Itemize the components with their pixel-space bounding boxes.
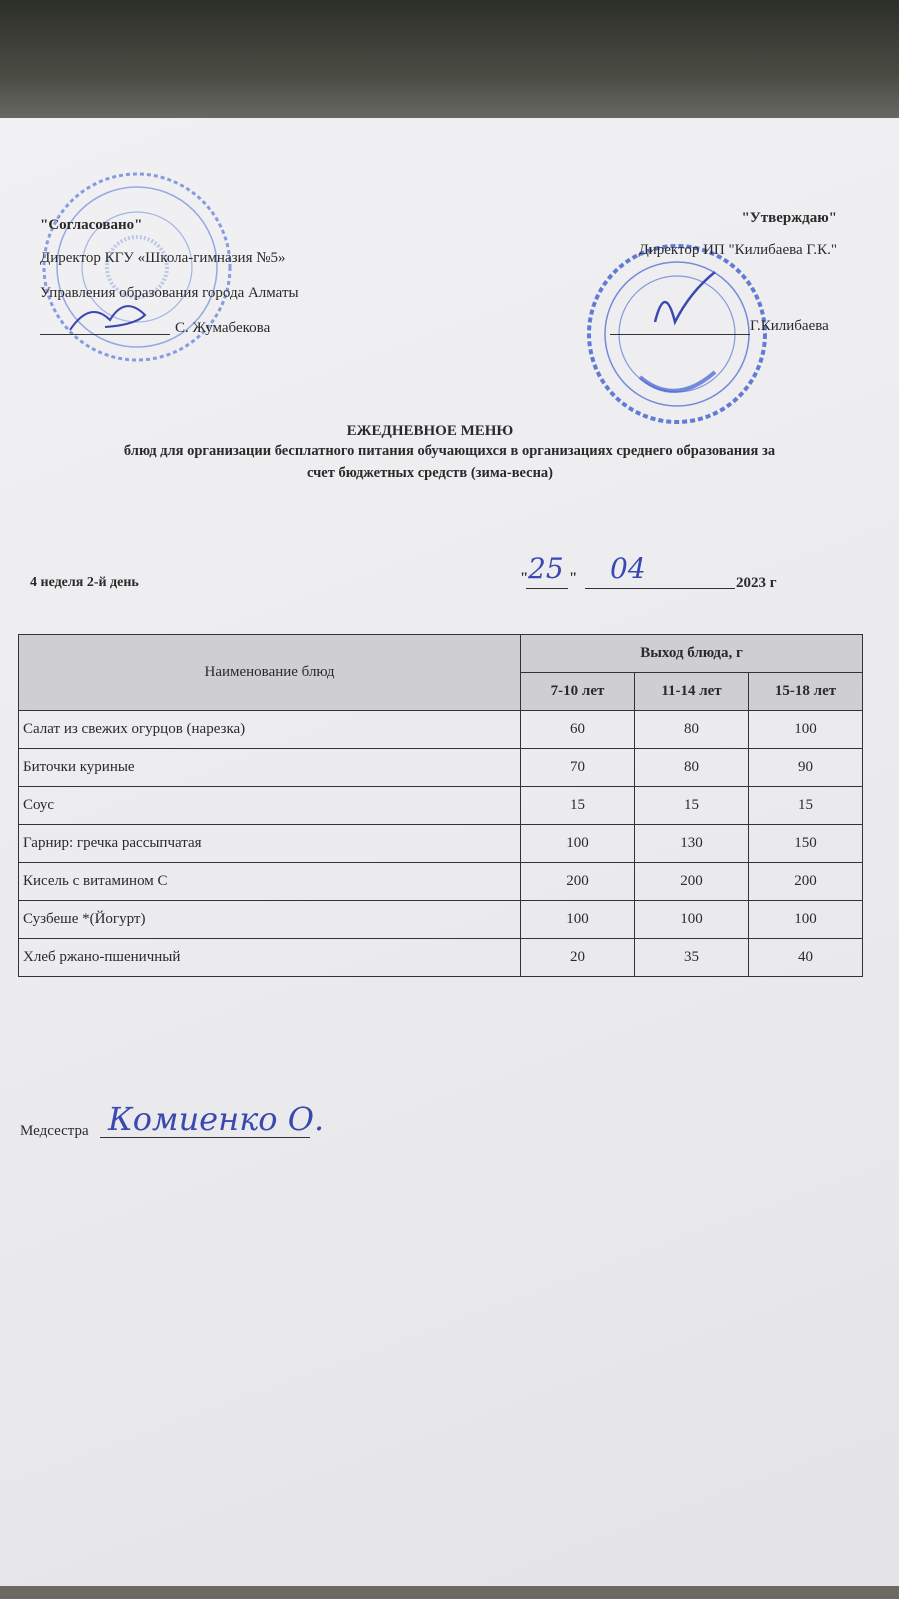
portion-value: 100: [749, 901, 863, 939]
dish-name: Салат из свежих огурцов (нарезка): [19, 711, 521, 749]
portion-value: 20: [521, 939, 635, 977]
approval-left-line2: Управления образования города Алматы: [40, 285, 299, 301]
background-bottom: [0, 1586, 899, 1599]
date-day-line: [526, 588, 568, 589]
date-quote-open: ": [520, 570, 529, 586]
menu-table: [18, 634, 863, 977]
portion-value: 80: [635, 711, 749, 749]
dish-name: Биточки куриные: [19, 749, 521, 787]
date-month-line: [585, 588, 735, 589]
portion-value: 100: [521, 825, 635, 863]
dish-name: Соус: [19, 787, 521, 825]
approval-left-signatory: С. Жумабекова: [175, 320, 271, 336]
dish-name: Кисель с витамином С: [19, 863, 521, 901]
portion-value: 200: [749, 863, 863, 901]
date-year: 2023 г: [736, 575, 777, 591]
portion-value: 15: [749, 787, 863, 825]
document-subtitle-2: счет бюджетных средств (зима-весна): [306, 465, 554, 481]
dish-name: Хлеб ржано-пшеничный: [19, 939, 521, 977]
portion-value: 60: [521, 711, 635, 749]
table-row: [19, 901, 863, 939]
document-title: ЕЖЕДНЕВНОЕ МЕНЮ: [346, 423, 514, 439]
table-row: [19, 863, 863, 901]
portion-value: 100: [749, 711, 863, 749]
approval-left-heading: "Согласовано": [40, 217, 143, 233]
portion-value: 200: [635, 863, 749, 901]
table-row: [19, 825, 863, 863]
portion-value: 70: [521, 749, 635, 787]
portion-value: 200: [521, 863, 635, 901]
table-row: [19, 787, 863, 825]
table-row: [19, 939, 863, 977]
portion-value: 15: [635, 787, 749, 825]
portion-value: 35: [635, 939, 749, 977]
approval-right-line1: Директор ИП "Килибаева Г.К.": [638, 242, 837, 258]
week-day: 4 неделя 2-й день: [30, 575, 139, 590]
nurse-signature: Комиенко О.: [108, 1100, 325, 1138]
table-row: [19, 749, 863, 787]
document-subtitle-1: блюд для организации бесплатного питания обучающихся в организациях среднего образования за: [123, 443, 776, 459]
date-day: 25: [528, 552, 564, 585]
nurse-label: Медсестра: [20, 1123, 89, 1139]
header-age-15-18: 15-18 лет: [749, 673, 863, 711]
approval-right-heading: "Утверждаю": [741, 210, 837, 226]
header-portion: Выход блюда, г: [521, 635, 863, 673]
portion-value: 90: [749, 749, 863, 787]
table-row: [19, 711, 863, 749]
header-age-7-10: 7-10 лет: [521, 673, 635, 711]
background-top: [0, 0, 899, 125]
portion-value: 15: [521, 787, 635, 825]
portion-value: 100: [635, 901, 749, 939]
portion-value: 130: [635, 825, 749, 863]
approval-left-line1: Директор КГУ «Школа-гимназия №5»: [40, 250, 286, 266]
approval-right-signatory: Г.Килибаева: [750, 318, 829, 334]
portion-value: 150: [749, 825, 863, 863]
portion-value: 80: [635, 749, 749, 787]
signature-line-left: [40, 334, 170, 335]
portion-value: 100: [521, 901, 635, 939]
dish-name: Гарнир: гречка рассыпчатая: [19, 825, 521, 863]
date-month: 04: [610, 552, 646, 585]
header-dish-name: Наименование блюд: [19, 635, 521, 711]
dish-name: Сузбеше *(Йогурт): [19, 901, 521, 939]
date-quote-close: ": [569, 570, 578, 586]
header-age-11-14: 11-14 лет: [635, 673, 749, 711]
signature-line-right: [610, 334, 750, 335]
portion-value: 40: [749, 939, 863, 977]
